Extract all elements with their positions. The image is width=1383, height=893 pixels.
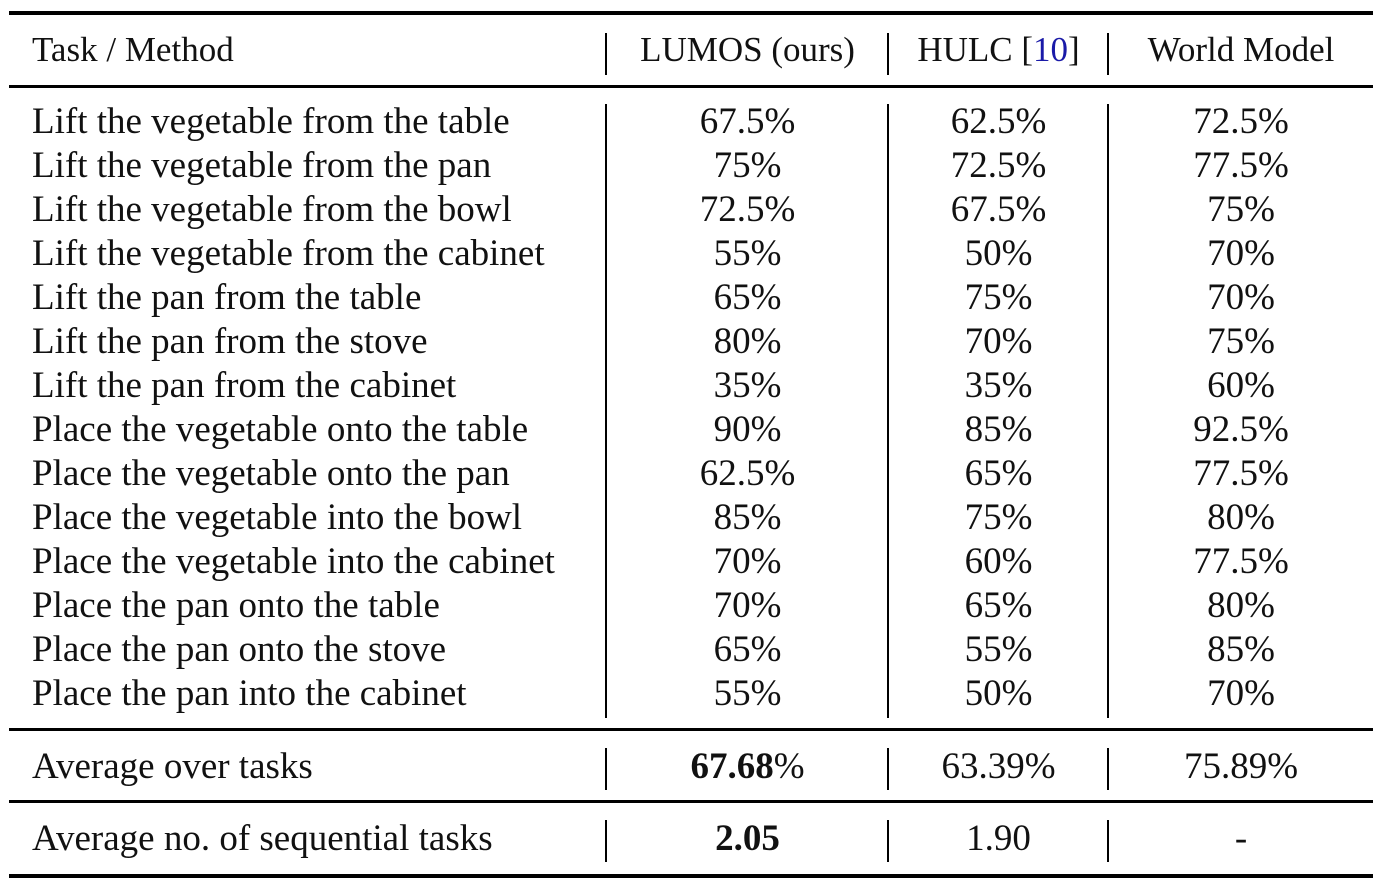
world-model-cell: 77.5% <box>1193 541 1289 582</box>
task-cell: Place the vegetable onto the pan <box>32 453 510 494</box>
lumos-cell: 67.5% <box>699 101 796 142</box>
hulc-cell: 65% <box>964 453 1033 494</box>
sequential-label: Average no. of sequential tasks <box>32 818 493 859</box>
world-model-cell: 75% <box>1207 189 1275 230</box>
lumos-cell: 65% <box>713 629 782 670</box>
hulc-cell: 35% <box>964 365 1033 406</box>
world-model-cell: 92.5% <box>1193 409 1289 450</box>
world-model-cell: 75% <box>1207 321 1275 362</box>
average-lumos-percent: % <box>773 746 805 787</box>
task-cell: Lift the vegetable from the bowl <box>32 189 512 230</box>
lumos-cell: 85% <box>713 497 782 538</box>
lumos-cell: 70% <box>713 541 782 582</box>
world-model-cell: 72.5% <box>1193 101 1289 142</box>
hulc-cell: 70% <box>964 321 1033 362</box>
hulc-cell: 50% <box>964 233 1033 274</box>
world-model-cell: 85% <box>1207 629 1275 670</box>
average-hulc: 63.39% <box>941 746 1056 787</box>
average-world-model: 75.89% <box>1183 746 1299 787</box>
hulc-cell: 65% <box>964 585 1033 626</box>
hulc-cell: 75% <box>964 497 1033 538</box>
task-cell: Lift the pan from the table <box>32 277 422 318</box>
average-label: Average over tasks <box>32 746 313 787</box>
hulc-cell: 60% <box>964 541 1033 582</box>
header-hulc-prefix: HULC [ <box>917 30 1034 69</box>
sequential-hulc: 1.90 <box>966 818 1031 859</box>
hulc-cell: 75% <box>964 277 1033 318</box>
world-model-cell: 70% <box>1207 673 1275 714</box>
citation-link[interactable]: 10 <box>1033 30 1069 69</box>
hulc-cell: 62.5% <box>950 101 1047 142</box>
lumos-cell: 70% <box>713 585 782 626</box>
header-task-method: Task / Method <box>32 30 234 69</box>
lumos-cell: 55% <box>713 233 782 274</box>
task-cell: Place the vegetable into the bowl <box>32 497 523 538</box>
world-model-cell: 60% <box>1207 365 1275 406</box>
lumos-cell: 75% <box>713 145 782 186</box>
average-end-rule <box>9 800 1373 803</box>
header-world-model: World Model <box>1147 30 1335 69</box>
task-cell: Place the pan onto the table <box>32 585 440 626</box>
sequential-world-model: - <box>1234 818 1248 859</box>
world-model-cell: 70% <box>1207 233 1275 274</box>
hulc-cell: 67.5% <box>950 189 1047 230</box>
header-lumos: LUMOS (ours) <box>640 30 855 69</box>
lumos-cell: 90% <box>713 409 782 450</box>
lumos-cell: 72.5% <box>699 189 796 230</box>
world-model-cell: 77.5% <box>1193 145 1289 186</box>
task-cell: Lift the pan from the cabinet <box>32 365 457 406</box>
body-end-rule <box>9 728 1373 731</box>
bottom-rule <box>9 874 1373 878</box>
header-rule <box>9 85 1373 88</box>
average-lumos <box>607 745 888 789</box>
task-cell: Lift the vegetable from the cabinet <box>32 233 545 274</box>
hulc-cell: 72.5% <box>950 145 1047 186</box>
lumos-cell: 80% <box>713 321 782 362</box>
lumos-cell: 35% <box>713 365 782 406</box>
world-model-cell: 80% <box>1207 585 1275 626</box>
average-lumos-value: 67.68 <box>690 746 774 787</box>
task-cell: Lift the vegetable from the table <box>32 101 510 142</box>
sequential-lumos: 2.05 <box>715 818 780 859</box>
task-cell: Place the vegetable into the cabinet <box>32 541 555 582</box>
world-model-cell: 70% <box>1207 277 1275 318</box>
task-cell: Place the pan onto the stove <box>32 629 447 670</box>
lumos-cell: 62.5% <box>699 453 796 494</box>
task-cell: Lift the pan from the stove <box>32 321 428 362</box>
task-cell: Place the vegetable onto the table <box>32 409 529 450</box>
header-hulc <box>888 28 1109 72</box>
world-model-cell: 77.5% <box>1193 453 1289 494</box>
header-hulc-suffix: ] <box>1068 30 1080 69</box>
lumos-cell: 55% <box>713 673 782 714</box>
hulc-cell: 50% <box>964 673 1033 714</box>
lumos-cell: 65% <box>713 277 782 318</box>
task-cell: Lift the vegetable from the pan <box>32 145 492 186</box>
world-model-cell: 80% <box>1207 497 1275 538</box>
top-rule <box>9 11 1373 15</box>
task-cell: Place the pan into the cabinet <box>32 673 467 714</box>
hulc-cell: 55% <box>964 629 1033 670</box>
hulc-cell: 85% <box>964 409 1033 450</box>
